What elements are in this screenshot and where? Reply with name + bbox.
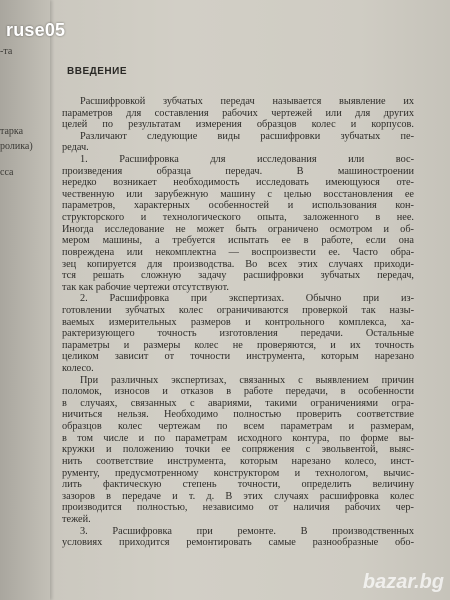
- text-line: параметры и размеры колес не проверяются, и их точность: [62, 339, 414, 351]
- text-line: рументу, предусмотренному конструктором и технологом, вычис-: [62, 467, 414, 479]
- margin-fragment: тарка: [0, 126, 24, 137]
- watermark-username: ruse05: [6, 20, 66, 40]
- text-line: образцов колес чертежам по всем параметрам и размерам,: [62, 421, 414, 433]
- text-line: повреждена или некомплектна — воспроизвести ее. Часто обра-: [62, 246, 414, 258]
- body-text: [62, 96, 414, 549]
- text-line: производится полностью, независимо от наличия рабочих чер-: [62, 502, 414, 514]
- margin-fragment: -та: [0, 46, 13, 57]
- margin-fragment: ролика): [0, 141, 33, 152]
- text-line: зазоров в передаче и т. д. В этих случаях расшифровка колес: [62, 490, 414, 502]
- text-line: так как рабочие чертежи отсутствуют.: [62, 281, 229, 293]
- text-line: нередко возникает необходимость исследовать имеющуюся оте-: [62, 177, 414, 189]
- text-line: Различают следующие виды расшифровки зубчатых пе-: [80, 130, 414, 142]
- text-line: мером машины, а требуется испытать ее в работе, если она: [62, 235, 414, 247]
- text-line: целиком зависит от точности инструмента, которым нарезано: [62, 351, 414, 363]
- previous-page-edge: [0, 0, 50, 600]
- text-line: поломок, износов и отказов в работе передачи, в особенности: [62, 386, 414, 398]
- text-line: 3. Расшифровка при ремонте. В производственных: [80, 525, 414, 537]
- text-line: готовлении зубчатых колес ограничиваются проверкой так назы-: [62, 304, 414, 316]
- text-line: целей по результатам измерения образцов колес и корпусов.: [62, 119, 414, 131]
- text-line: лить фактическую степень точности, определить величину: [62, 479, 414, 491]
- text-line: 2. Расшифровка при экспертизах. Обычно при из-: [80, 293, 414, 305]
- text-line: параметров, характерных особенностей и использования кон-: [62, 200, 414, 212]
- text-line: Иногда исследование не может быть ограничено осмотром и об-: [62, 223, 414, 235]
- text-line: колесо.: [62, 363, 94, 375]
- text-line: параметров для составления рабочих чертежей или для других: [62, 107, 414, 119]
- text-line: 1. Расшифровка для исследования или вос-: [80, 154, 414, 166]
- text-line: рактеризующего точность изготовления передачи. Остальные: [62, 328, 414, 340]
- text-line: тежей.: [62, 513, 91, 525]
- text-line: условиях приходится ремонтировать самые разнообразные обо-: [62, 537, 414, 549]
- text-line: структорского и технологического опыта, заложенного в нее.: [62, 212, 414, 224]
- watermark-site: bazar.bg: [362, 571, 444, 593]
- text-line: нить соответствие инструмента, которым нарезано колесо, инст-: [62, 455, 414, 467]
- section-heading: ВВЕДЕНИЕ: [67, 66, 127, 77]
- text-line: ваемых измерительных размеров и контрольного комплекса, ха-: [62, 316, 414, 328]
- margin-fragment: сса: [0, 167, 14, 178]
- text-line: кружки и положению точки ее сопряжения с эвольвентой, выяс-: [62, 444, 414, 456]
- text-line: При различных экспертизах, связанных с выявлением причин: [80, 374, 414, 386]
- text-line: ничиться нельзя. Необходимо полностью проверить соответствие: [62, 409, 414, 421]
- text-line: тся решать сложную задачу расшифровки зубчатых передач,: [62, 270, 414, 282]
- text-line: произведения образца передач. В машиностроении: [62, 165, 414, 177]
- text-line: в случаях, связанных с авариями, такими ограничениями огра-: [62, 397, 414, 409]
- text-line: редач.: [62, 142, 89, 154]
- text-line: зец копируется для производства. Во всех этих случаях приходи-: [62, 258, 414, 270]
- text-line: Расшифровкой зубчатых передач называется выявление их: [80, 96, 414, 107]
- text-line: чественную или зарубежную машину с целью восстановления ее: [62, 188, 414, 200]
- text-line: в том числе и по параметрам исходного контура, по форме вы-: [62, 432, 414, 444]
